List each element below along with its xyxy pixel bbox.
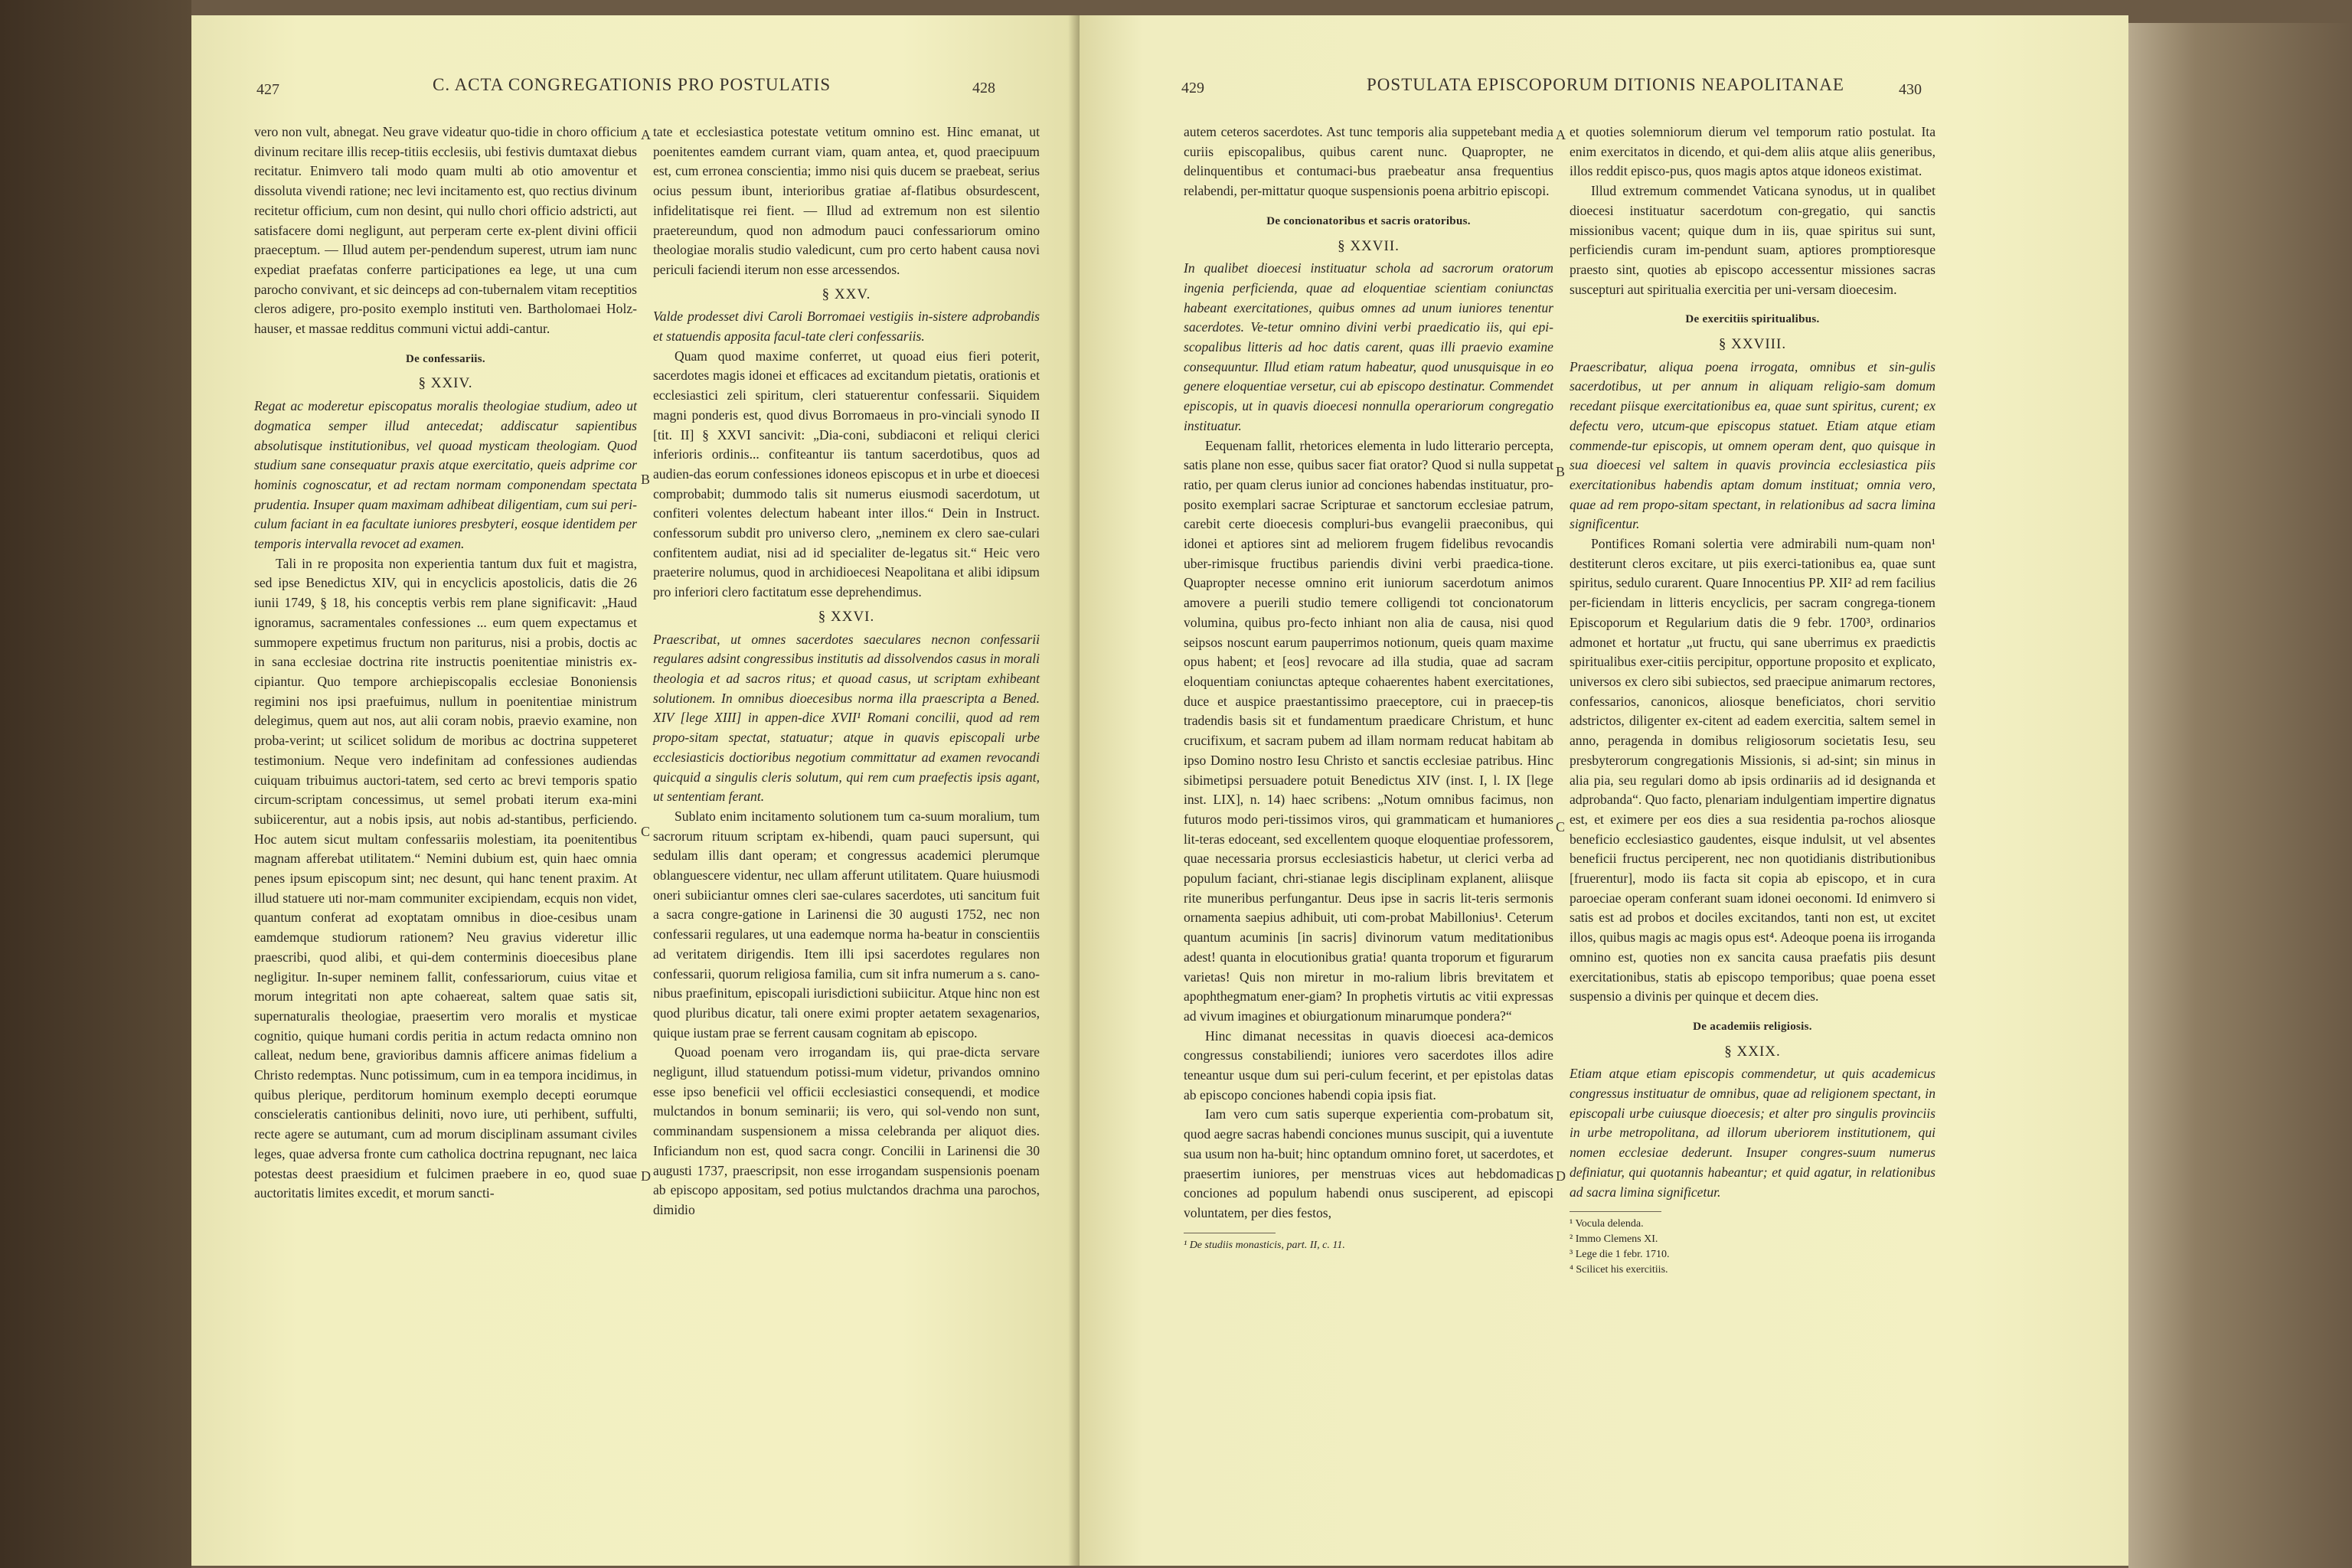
section-number: § XXV. [822,286,871,302]
left-page [191,15,1080,1566]
section-heading: De concionatoribus et sacris oratoribus. [1266,214,1471,227]
paragraph: et quoties solemniorum dierum vel temporum ratio postulat. Ita enim exercitatos in dicendo, et qui-dem aliis atque aliis generibus, illos reddit episco-pus, quos magis aptos atque idoneos existimat. [1570,124,1936,179]
footnote: ³ Lege die 1 febr. 1710. [1570,1249,1670,1261]
text-column-2 [1570,122,1936,1278]
section-number: § XXVI. [818,608,875,625]
paragraph: Eequenam fallit, rhetorices elementa in ludo litterario percepta, satis plane non esse, quibus sacer fiat orator? Quod si nulla suppetat ratio, per quam clerus iunior ad conciones habendas instituatur, pro-posito exemplari sacrae Scripturae et sanctorum ecclesiae patrum, carebit certe dioecesis compluri-bus evangelii praeconibus, qui idonei et aptiores sint ad meliorem frugem fidelibus revocandis uber-rimisque fructibus pariendis divini verbi praedica-tione. Quapropter necesse omnino erit iuniorum sacerdotum animos amovere a puerili studio temere colligendi tot concionatorum volumina, quibus pro-fecto inhiant non alia de causa, nisi quod seipsos noscunt earum pauperrimos notionum, queis quam maxime opus habent; et [eos] revocare ad illa studia, quae ad sacram eloquentiam coniunctas apteque cohaerentes habent exercitationes, duce et auspice praestantissimo praeceptore, cui in praecep-tis tradendis basis sit et fundamentum praedicare Christum, et hunc crucifixum, et sacram pubem ad illam normam reducat habitam ab ipso Domino nostro Iesu Christo et sanctis ecclesiae patribus. Hinc sibimetipsi persuadere potuit Benedictus XIV (inst. I, l. IX [lege inst. LIX], n. 14) haec scribens: „Notum omnibus facimus, non futuros modo peri-tissimos viros, qui grammaticam et humaniores lit-teras edoceant, sed excellentem quoque eloquentiae professorem, quae necessaria prorsus ecclesiasticis habetur, ut clerici verba ad populum faciant, chri-stianae legis disciplinam explanent, aliisque rite muneribus perfungantur. Deus ipse in sacris lit-teris sermonis ornamenta saepius adhibuit, uti com-probat Mabillonius¹. Ceterum quantum acuminis [in sacris] divinorum vatum meditationibus adest! quanta in elocutionibus gratia! quanta troporum et figurarum varietas! Quis non miretur in mo-ralium libris brevitatem et apophthegmatum ener-giam? In prophetis virtutis ac vitii expressas ad vivum imagines et obiurgationum minarumque pondera?“ [1184,437,1553,1024]
page-number: 429 [1181,80,1204,96]
footnote-rule [1570,1211,1661,1212]
book-cover-edge-left [0,0,191,1568]
paragraph: Sublato enim incitamento solutionem tum ca-suum moralium, tum sacrorum rituum scriptam ex-hibendi, quam pauci supersunt, qui sedulam illis dant operam; et congressus academici plerumque oblanguescere videntur, nec ullam afferunt utilitatem. Quare huiusmodi oneri subiiciantur omnes cleri sae-culares sacerdotes, uti sancitum fuit a sacra congre-gatione in Larinensi die 30 augusti 1752, nec non confessarii regulares, ut una eademque norma ha-beatur in conscientiis ad veritatem dirigendis. Item illi ipsi sacerdotes regulares non confessarii, quorum religiosa familia, cum sit infra numerum a s. cano-nibus praefinitum, episcopali iurisdictioni subiicitur. Atque hinc non est quod pluribus dicatur, tali onere eximi propter aetatem sexagenarios, quique iustam prae se ferrent causam cognitam ab episcopo. [653,808,1040,1040]
footnote: ² Immo Clemens XI. [1570,1233,1658,1246]
margin-letter: A [1556,127,1566,142]
section-heading: De confessariis. [406,352,485,365]
footnote: ⁴ Scilicet his exercitiis. [1570,1264,1668,1276]
section-number: § XXIV. [418,375,473,392]
running-head: C. ACTA CONGREGATIONIS PRO POSTULATIS [433,75,831,94]
paragraph: Illud extremum commendet Vaticana synodus, ut in qualibet dioecesi instituatur sacerdotum con-gregatio, qui sanctis missionibus vacent; quique dum in iis, quae spiritus sui sunt, perficiendis curam im-pendunt suam, aptiores promptioresque praesto sint, quoties ab episcopo accessentur missiones sacras suscepturi aut spiritualia exercitia per uni-versam dioecesim. [1570,183,1936,297]
footnote: ¹ Vocula delenda. [1570,1218,1644,1230]
text-column-2 [653,122,1040,1220]
section-heading: De exercitiis spiritualibus. [1685,313,1820,326]
page-number: 428 [972,80,995,96]
margin-letter: D [641,1168,651,1184]
paragraph: vero non vult, abnegat. Neu grave videatur quo-tidie in choro officium divinum recitare illis recep-titiis ecclesiis, ubi festivis dumtaxat diebus recitatur. Enimvero tali modo quam multi ab otio amoventur et dissoluta vivendi ratione; nec levi incitamento est, quo rectius divinum recitetur officium, cum non desint, qui nullo chori officio adstricti, aut satisfacere domi negligunt, aut perperam certe ex-plent divini officii praeceptum. — Illud autem per-pendendum superest, utrum iam nunc expediat praefatas conferre participationes ea lege, ut una cum parocho convivant, et sic deinceps ad con-tubernalem vitam receptitios cleros adigere, pro-posito exemplo instituti ven. Bartholomaei Holz-hauser, et massae redditus communi victui addi-cantur. [254,124,637,337]
page-number: 427 [256,81,279,98]
paragraph: Quoad poenam vero irrogandam iis, qui prae-dicta servare negligunt, illud statuendum potissi-mum videtur, privandos omnino esse ipso beneficii vel officii ecclesiastici consequendi, et modice mulctandos in bonum seminarii; iis vero, qui sol-vendo non sunt, comminandam suspensionem a missa celebranda per aliquot dies. Inficiandum non est, quod sacra congr. Concilii in Larinensi die 30 augusti 1737, praescripsit, non esse irrogandam suspensionis poenam ab episcopo appositam, sed potius mulctandos drachma una parochos, dimidio [653,1044,1040,1217]
margin-letter: B [641,472,651,487]
margin-letter: C [1556,819,1566,835]
text-column-1 [254,122,637,1204]
paragraph: Hinc dimanat necessitas in quavis dioecesi aca-demicos congressus constabiliendi; iuniores vero sacerdotes illos adire teneantur usque dum sui peri-culum fecerint, et per epistolas datas ab episcopo conciones habendi copia ipsis fiat. [1184,1027,1553,1102]
page-number: 430 [1899,81,1922,98]
running-head: POSTULATA EPISCOPORUM DITIONIS NEAPOLITANAE [1367,75,1844,94]
margin-letter: A [641,127,651,142]
text-column-1 [1184,122,1553,1253]
paragraph: tate et ecclesiastica potestate vetitum omnino est. Hinc emanat, ut poenitentes eamdem currant viam, quam antea, et, quod praecipuum est, cum erronea conscientia; immo nisi quis ducem se praebeat, serius ocius pessum ibunt, interioribus gratiae af-flatibus obsurdescent, infidelitatisque rei fient. — Illud ad extremum non est silentio praetereundum, quod non admodum pauci confessariorum omino theologiae moralis studio valedicunt, cum pro certo habent causa novi periculi faciendi iterum non esse arcessendos. [653,124,1040,277]
footnote: ¹ De studiis monasticis, part. II, c. 11. [1184,1239,1345,1251]
margin-letter: B [1556,464,1566,479]
paragraph: Iam vero cum satis superque experientia com-probatum sit, quod aegre sacras habendi conciones munus suscipit, qui a iuventute sua usum non ha-buit; hinc optandum omnino foret, ut sacerdotes, et praesertim iuniores, per menstruas vices aut hebdomadicas conciones ad populum habendi onus susciperent, ad episcopi voluntatem, per dies festos, [1184,1106,1553,1220]
italic-paragraph: Praescribat, ut omnes sacerdotes saeculares necnon confessarii regulares adsint congressibus institutis ad dissolvendos casus in morali theologia et ad sacros ritus; et quoad casus, ut scriptam exhibeant solutionem. In omnibus dioecesibus norma illa praescripta a Bened. XIV [lege XIII] in appen-dice XVII¹ Romani concilii, quod ad rem propo-sitam spectat, statuatur; atque in quavis episcopali urbe ecclesiasticis doctioribus negotium committatur ad examen revocandi quicquid a singulis cleris solutum, qui rem cum praefectis ipsis agant, ut sententiam ferant. [653,631,1040,805]
margin-letter: C [641,824,651,839]
section-number: § XXVII. [1338,237,1400,254]
section-number: § XXVIII. [1718,336,1787,353]
paragraph: autem ceteros sacerdotes. Ast tunc temporis alia suppetebant media curiis episcopalibus, quibus carent nunc. Quapropter, ne delinquentibus et contumaci-bus praebeatur ansa frequentius relabendi, per-mittatur quoque suspensionis poena arbitrio episcopi. [1184,124,1553,199]
section-heading: De academiis religiosis. [1693,1020,1812,1033]
paragraph: Pontifices Romani solertia vere admirabili num-quam non¹ destiterunt cleros excitare, ut piis exerci-tationibus ea, quae sunt spiritus, sedulo curarent. Quare Innocentius PP. XII² ad rem facilius per-ficiendam in litteris encyclicis, per sacram congrega-tionem Episcoporum et Regularium datis die 9 febr. 1700³, ordinarios admonet et hortatur „ut fructu, qui sane uberrimus ex praedictis spiritualibus exer-citiis percipitur, opportune proposito et explicato, universos ex clero sibi subiectos, sed praecipue animarum rectores, confessarios, canonicos, aliosque beneficiatos, chori servitio adstrictos, diligenter ex-citent ad eadem exercitia, saltem semel in anno, peragenda in domibus religiosorum societatis Iesu, seu presbyterorum congregationis Missionis, si ad-sint; sin minus in alia pia, seu regulari domo ab ipsis ordinariis ad id designanda et adprobanda“. Quo facto, plenariam indulgentiam impertire dignatus est, et eximere per eos dies a sua residentia pa-rochos aliosque beneficio ecclesiastico gaudentes, eisque indulsit, ut vel absentes beneficii fructus perciperent, nec non quotidianis distributionibus [fruerentur], modo iis facta sit copia ab episcopo, et in cura paroeciae operam conferant suam idonei oeconomi. Id enimvero si satis est ad probos et dociles excitandos, tanti non est, ut excitet illos, quibus magis ac magis opus est⁴. Adeoque poena iis irroganda omnino est, quoties non ex sancita causa praefatis piis desunt exercitationibus, statis ab episcopo temporibus; quae poena esset suspensio a divinis per quinque et decem dies. [1570,536,1936,1004]
italic-paragraph: Valde prodesset divi Caroli Borromaei vestigiis in-sistere adprobandis et statuendis apposita facul-tate cleri confessariis. [653,309,1040,345]
italic-paragraph: Etiam atque etiam episcopis commendetur, ut quis academicus congressus instituatur de omnibus, quae ad religionem spectant, in episcopali urbe cuiusque dioecesis; et alter pro singulis provinciis in urbe metropolitana, ad illorum uberiorem institutionem, qui nomen ecclesiae dederunt. Insuper congres-suum numerus definiatur, qui quotannis habeantur; et quid agatur, in relationibus ad sacra limina significetur. [1570,1066,1936,1200]
italic-paragraph: Regat ac moderetur episcopatus moralis theologiae studium, adeo ut dogmatica semper illud antecedat; addiscatur sapientibus absolutisque institutionibus, vel quoad mysticam theologiam. Quod studium sane consequatur praxis atque exercitatio, queis adprime cor hominis cognoscatur, et ad rectam normam componendam spectata prudentia. Insuper quam maximam adhibeat diligentiam, cum sui peri-culum faciant in ea facultate iuniores presbyteri, eosque identidem per temporis intervalla revocet ad examen. [254,398,637,552]
paragraph: Quam quod maxime conferret, ut quoad eius fieri poterit, sacerdotes magis idonei et efficaces ad excitandum pietatis, orationis et ecclesiastici zeli spiritum, cleri statuerentur confessarii. Siquidem magni ponderis est, quod divus Borromaeus in pro-vinciali synodo II [tit. II] § XXVI sancivit: „Dia-coni, subdiaconi et reliqui clerici inferioris ordinis... confiteantur iis tantum sacerdotibus, quos ad audien-das eorum confessiones idoneos episcopus et in urbe et dioecesi comprobabit; dummodo talis sit numerus eiusmodi sacerdotum, ut confiteri volentes delectum habeant inter illos.“ Dein in Instruct. confessorum subdit pro universo clero, „neminem ex clero sae-culari confitentem audiat, nisi ad id specialiter de-legatus sit.“ Heic vero praeterire nolumus, quod in archidioecesi Neapolitana et alibi idipsum pro inferiori clero factitatum esse deprehendimus. [653,348,1040,600]
right-page [1080,15,2128,1566]
italic-paragraph: Praescribatur, aliqua poena irrogata, omnibus et sin-gulis sacerdotibus, ut per annum in aliquam religio-sam domum recedant piisque exercitationibus ea, quae sunt spiritus, curent; ex defectu vero, utcum-que episcopus statuet. Etiam atque etiam commende-tur episcopis, ut omnem operam dent, quo quisque in sua dioecesi vel saltem in quavis provincia ecclesiastica piis exercitationibus habendis aptam domum instituat; omnia vero, quae ad rem propo-sitam spectant, in relationibus ad sacra limina significentur. [1570,358,1936,532]
section-number: § XXIX. [1724,1043,1781,1060]
paragraph: Tali in re proposita non experientia tantum dux fuit et magistra, sed ipse Benedictus XIV, qui in encyclicis apostolicis, datis die 26 iunii 1749, § 18, his conceptis verbis rem plane significavit: „Haud ignoramus, sacramentales confessiones ... eum quem expectamus et summopere expetimus fructum non pariturus, nisi a probis, doctis ac in sana ecclesiae doctrina rite instructis poenitentiae ministris ex-cipiantur. Quo tempore archiepiscopalis ecclesiae Bononiensis regimini nos ipsi praefuimus, nullum in poenitentiae ministrum delegimus, quem aut nos, aut alii coram nobis, praevio examine, non proba-verint; ut scilicet solidum de moribus ac doctrina suppeteret testimonium. Neque vero indefinitam ad confessiones audiendas cuiquam tribuimus auctori-tatem, sed certo ac brevi temporis spatio circum-scriptam concessimus, ut semel probati iterum exa-mini subiicerentur, aut a nobis ipsis, aut nobis ad-stantibus, perficiendo. Hoc autem sicut multam confessariis molestiam, ita poenitentibus magnam afferebat utilitatem.“ Nemini dubium est, quin haec omnia penes ipsum episcopum sint; nec desunt, qui hanc tenent praxim. At illud statuere uti nor-mam communiter excipiendam, ecquis non videt, quantum conferat ad exoptatam omnibus in dioe-cesibus unam eamdemque studiorum rationem? Neu gravius videretur illic praescribi, quod alibi, et qui-dem conterminis dioecesibus plane negligitur. In-super neminem fallit, confessariorum, cuius vitae et morum integritati non apte cohaereat, saltem quae satis sit, supernaturalis theologiae, praesertim vero moralis et mysticae cognitio, quique humani cordis peritia in actum redacta omnino non calleat, nedum bene, gravioribus damnis afficere animas fidelium a Christo redemptas. Nunc potissimum, cum in ea tempora incidimus, in quibus plerique, perditorum hominum exemplo decepti eorumque conscieleratis cantionibus deliniti, novo iure, uti perhibent, suffulti, recte agere se autumant, cum ad morum disciplinam assumant civiles leges, quae adversa fronte cum catholica doctrina repugnant, nec laica potestas deest praesidium et fulcimen praebere in eo, quod suae auctoritatis limites excedit, et morum sancti- [254,555,637,1201]
margin-letter: D [1556,1168,1566,1184]
book-page-edges-right [2128,23,2352,1568]
italic-paragraph: In qualibet dioecesi instituatur schola ad sacrorum oratorum ingenia perficienda, quae ad eloquentiae scientiam coniunctas habeant exercitationes, quibus omnes ad unum iuniores tenentur sacerdotes. Ve-tetur omnino divini verbi praedicatio iis, qui epi-scopalibus litteris ad hoc datis carent, quas illi praevio examine consequuntur. Illud etiam ratum habeatur, quod unusquisque in eo genere eloquentiae versetur, cui ab episcopo destinatur. Commendet episcopis, ut in quavis dioecesi nonnulla operariorum congregatio instituatur. [1184,260,1553,433]
